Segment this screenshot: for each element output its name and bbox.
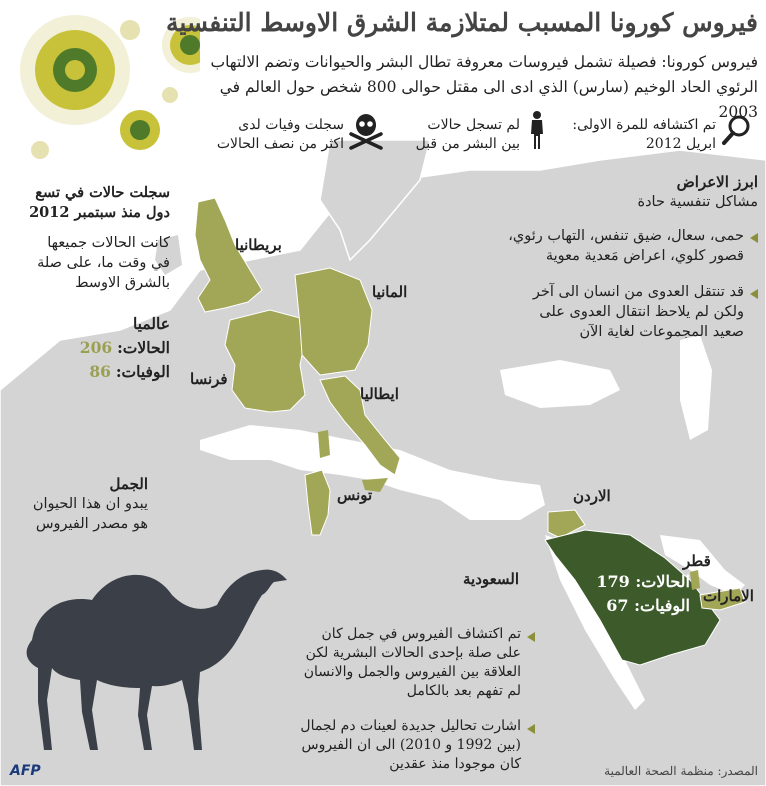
- camel-note: تم اكتشاف الفيروس في جمل كان على صلة بإحدى الحالات البشرية لكن العلاقة بين الفيروس والجمل والانسان لم تفهم بعد بالكامل: [295, 625, 535, 701]
- symptoms-bullet: قد تنتقل العدوى من انسان الى آخر ولكن لم يلاحظ انتقال العدوى على صعيد المجموعات لغاية الآن: [508, 282, 758, 342]
- island-sardinia: [318, 430, 330, 458]
- label-germany: المانيا: [372, 283, 408, 301]
- symptoms-bullet: حمى، سعال، ضيق تنفس، التهاب رئوي، قصور كلوي، اعراض مَعدية معوية: [508, 226, 758, 266]
- label-jordan: الاردن: [573, 487, 611, 505]
- fact-no-human-cases-line2: بين البشر من قبل: [415, 136, 520, 152]
- fact-no-human-cases: [416, 116, 520, 154]
- camel-caption: [8, 474, 148, 534]
- human-figure-icon: [528, 110, 546, 150]
- camel-line1: يبدو ان هذا الحيوان: [32, 496, 148, 512]
- world-deaths-label: الوفيات:: [115, 362, 170, 381]
- camel-note: اشارت تحاليل جديدة لعينات دم لجمال (بين 1992 و 2010) الى ان الفيروس كان موجودا منذ عقدين: [295, 717, 535, 774]
- world-stats: [60, 312, 170, 384]
- world-cases-value: 206: [79, 338, 113, 357]
- camel-notes: [295, 625, 535, 786]
- fact-deaths-half: [217, 116, 344, 154]
- label-saudi: السعودية: [463, 570, 520, 588]
- source-credit: المصدر: منظمة الصحة العالمية: [604, 764, 758, 778]
- country-france: [225, 310, 305, 412]
- world-deaths-row: [60, 360, 170, 384]
- fact-deaths-half-line1: سجلت وفيات لدى: [238, 117, 344, 133]
- saudi-deaths-value: 67: [606, 596, 629, 615]
- symptoms-panel: [508, 172, 758, 358]
- cases-note-line4: في وقت ما، على صلة: [37, 255, 170, 271]
- label-uae: الامارات: [703, 587, 754, 605]
- fact-first-discovery-line1: تم اكتشافه للمرة الاولى:: [572, 117, 716, 133]
- country-britain: [195, 198, 262, 312]
- camel-line2: هو مصدر الفيروس: [35, 516, 148, 532]
- camel-heading: الجمل: [109, 475, 148, 493]
- saudi-deaths-row: [580, 594, 690, 618]
- country-germany: [295, 268, 372, 375]
- skull-crossbones-icon: [348, 112, 384, 150]
- camel-icon: [12, 550, 292, 755]
- label-france: فرنسا: [190, 370, 228, 388]
- label-qatar: قطر: [683, 552, 711, 570]
- fact-deaths-half-line2: اكثر من نصف الحالات: [216, 136, 344, 152]
- label-italy: ايطاليا: [360, 385, 399, 403]
- magnifier-icon: [721, 114, 751, 146]
- world-heading: عالميا: [132, 314, 170, 333]
- saudi-cases-label: الحالات:: [635, 572, 690, 591]
- page-title: فيروس كورونا المسبب لمتلازمة الشرق الاوسط التنفسية: [165, 8, 758, 37]
- label-tunisia: تونس: [337, 486, 373, 504]
- cases-note-line5: بالشرق الاوسط: [75, 275, 170, 291]
- saudi-cases-row: [580, 570, 690, 594]
- intro-text: فيروس كورونا: فصيلة تشمل فيروسات معروفة تطال البشر والحيوانات وتضم الالتهاب الرئوي الحاد الوخيم (سارس) الذي ادى الى مقتل حوالى 800 شخص حول العالم في 2003: [210, 53, 758, 121]
- label-britain: بريطانيا: [235, 236, 282, 254]
- saudi-stats: [580, 570, 690, 618]
- world-deaths-value: 86: [89, 362, 111, 381]
- cases-note: [10, 183, 170, 293]
- fact-no-human-cases-line1: لم تسجل حالات: [427, 117, 520, 133]
- saudi-deaths-label: الوفيات:: [634, 596, 690, 615]
- symptoms-heading: ابرز الاعراض: [676, 173, 758, 191]
- symptoms-subheading: مشاكل تنفسية حادة: [637, 194, 758, 210]
- cases-note-line1: سجلت حالات في تسع: [35, 184, 170, 201]
- fact-first-discovery: [572, 116, 716, 154]
- world-cases-row: [60, 336, 170, 360]
- cases-note-line2: دول منذ سبتمبر 2012: [29, 204, 170, 221]
- saudi-cases-value: 179: [596, 572, 630, 591]
- fact-first-discovery-line2: ابريل 2012: [645, 136, 716, 152]
- agency-logo: AFP: [10, 763, 41, 779]
- world-cases-label: الحالات:: [117, 338, 170, 357]
- cases-note-line3: كانت الحالات جميعها: [47, 235, 170, 251]
